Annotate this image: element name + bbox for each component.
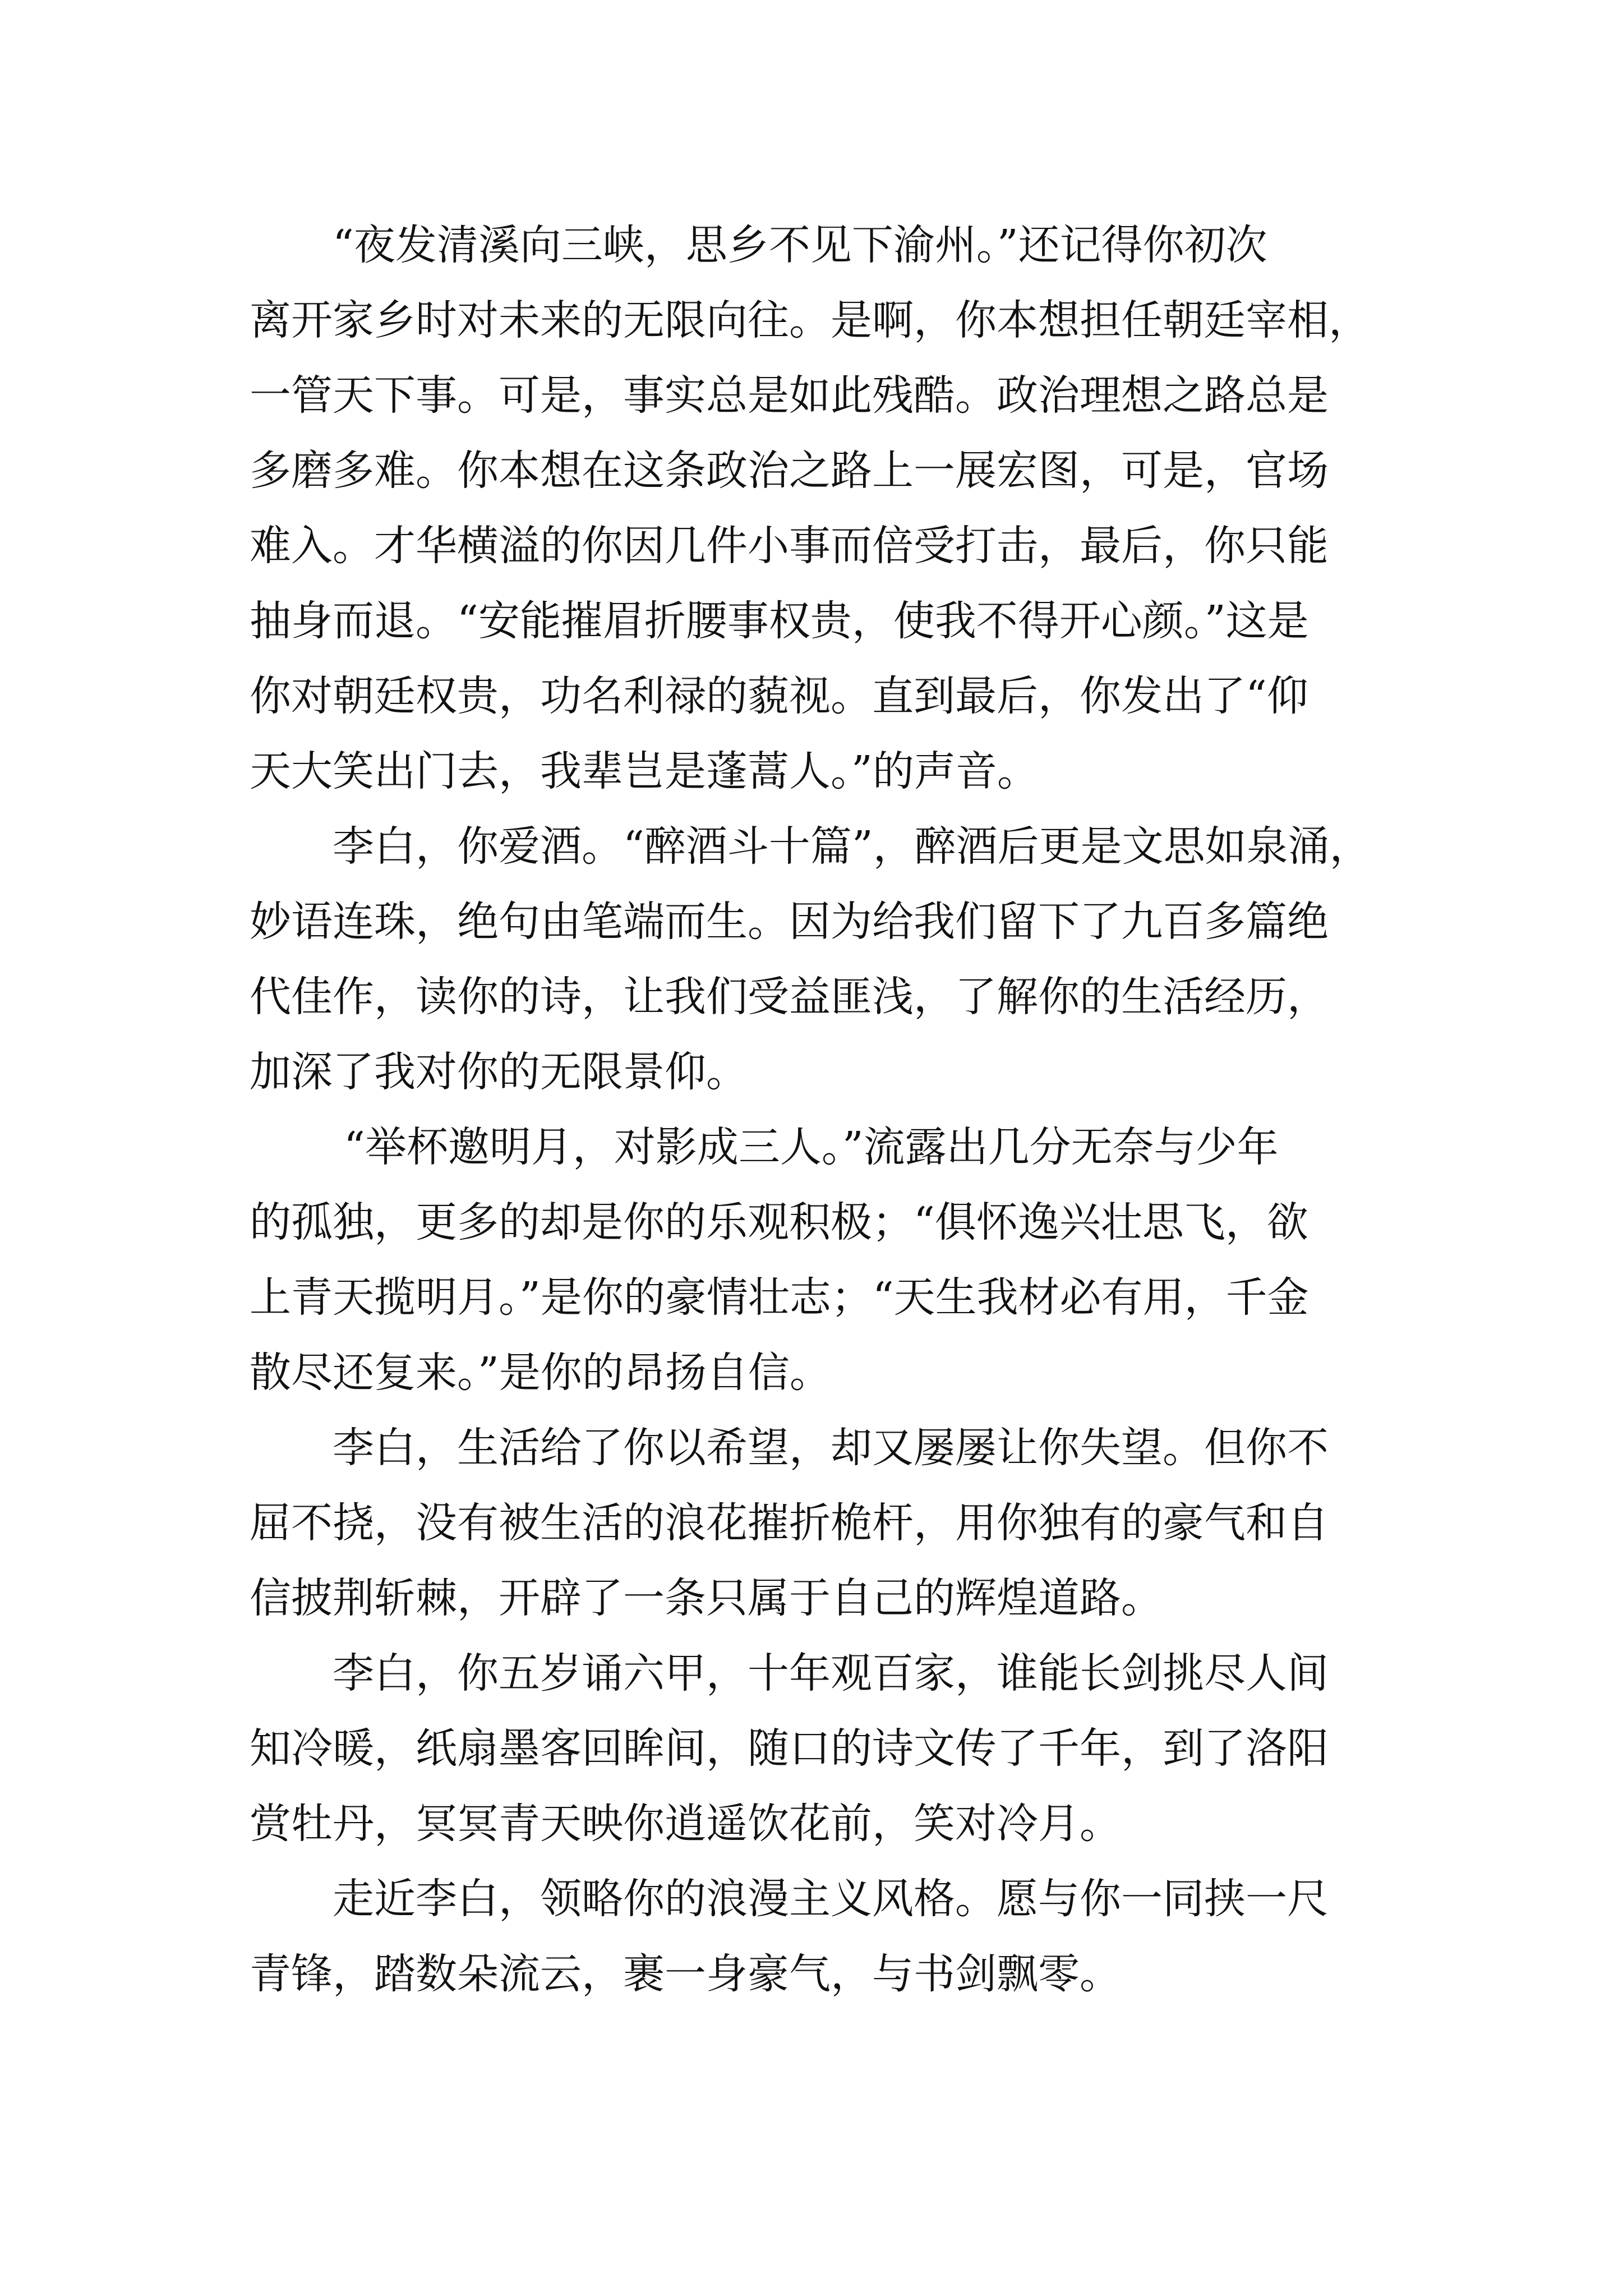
paragraph-2-line-3: 代佳作，读你的诗，让我们受益匪浅，了解你的生活经历， [250,973,1329,1021]
paragraph-3-line-2: 的孤独，更多的却是你的乐观积极；“俱怀逸兴壮思飞，欲 [250,1198,1308,1246]
paragraph-4-line-2: 屈不挠，没有被生活的浪花摧折桅杆，用你独有的豪气和自 [250,1499,1329,1547]
paragraph-2-line-4: 加深了我对你的无限景仰。 [250,1048,748,1096]
paragraph-6-line-2: 青锋，踏数朵流云，裹一身豪气，与书剑飘零。 [250,1950,1121,1998]
paragraph-1-line-3: 一管天下事。可是，事实总是如此残酷。政治理想之路总是 [250,371,1329,420]
paragraph-5-line-1: 李白，你五岁诵六甲，十年观百家，谁能长剑挑尽人间 [333,1649,1329,1697]
paragraph-4-line-3: 信披荆斩棘，开辟了一条只属于自己的辉煌道路。 [250,1574,1163,1622]
paragraph-1-line-8: 天大笑出门去，我辈岂是蓬蒿人。”的声音。 [250,747,1039,795]
essay-body [250,208,1377,2012]
paragraph-1-line-6: 抽身而退。“安能摧眉折腰事权贵，使我不得开心颜。”这是 [250,597,1309,645]
paragraph-2-line-2: 妙语连珠，绝句由笔端而生。因为给我们留下了九百多篇绝 [250,898,1329,946]
paragraph-1-line-5: 难入。才华横溢的你因几件小事而倍受打击，最后，你只能 [250,522,1329,570]
paragraph-3-line-4: 散尽还复来。”是你的昂扬自信。 [250,1349,831,1397]
paragraph-1-line-7: 你对朝廷权贵，功名利禄的藐视。直到最后，你发出了“仰 [250,672,1308,720]
paragraph-6-line-1: 走近李白，领略你的浪漫主义风格。愿与你一同挟一尺 [333,1875,1329,1923]
paragraph-2-line-1: 李白，你爱酒。“醉酒斗十篇”，醉酒后更是文思如泉涌， [333,822,1371,871]
paragraph-3-line-1: “举杯邀明月，对影成三人。”流露出几分无奈与少年 [344,1123,1279,1171]
paragraph-5-line-3: 赏牡丹，冥冥青天映你逍遥饮花前，笑对冷月。 [250,1800,1121,1848]
paragraph-3-line-3: 上青天揽明月。”是你的豪情壮志；“天生我材必有用，千金 [250,1273,1309,1322]
paragraph-5-line-2: 知冷暖，纸扇墨客回眸间，随口的诗文传了千年，到了洛阳 [250,1724,1329,1773]
paragraph-1-line-1: “夜发清溪向三峡，思乡不见下渝州。”还记得你初次 [333,221,1267,269]
paragraph-1-line-2: 离开家乡时对未来的无限向往。是啊，你本想担任朝廷宰相， [250,296,1370,344]
paragraph-4-line-1: 李白，生活给了你以希望，却又屡屡让你失望。但你不 [333,1424,1329,1472]
paragraph-1-line-4: 多磨多难。你本想在这条政治之路上一展宏图，可是，官场 [250,447,1329,495]
